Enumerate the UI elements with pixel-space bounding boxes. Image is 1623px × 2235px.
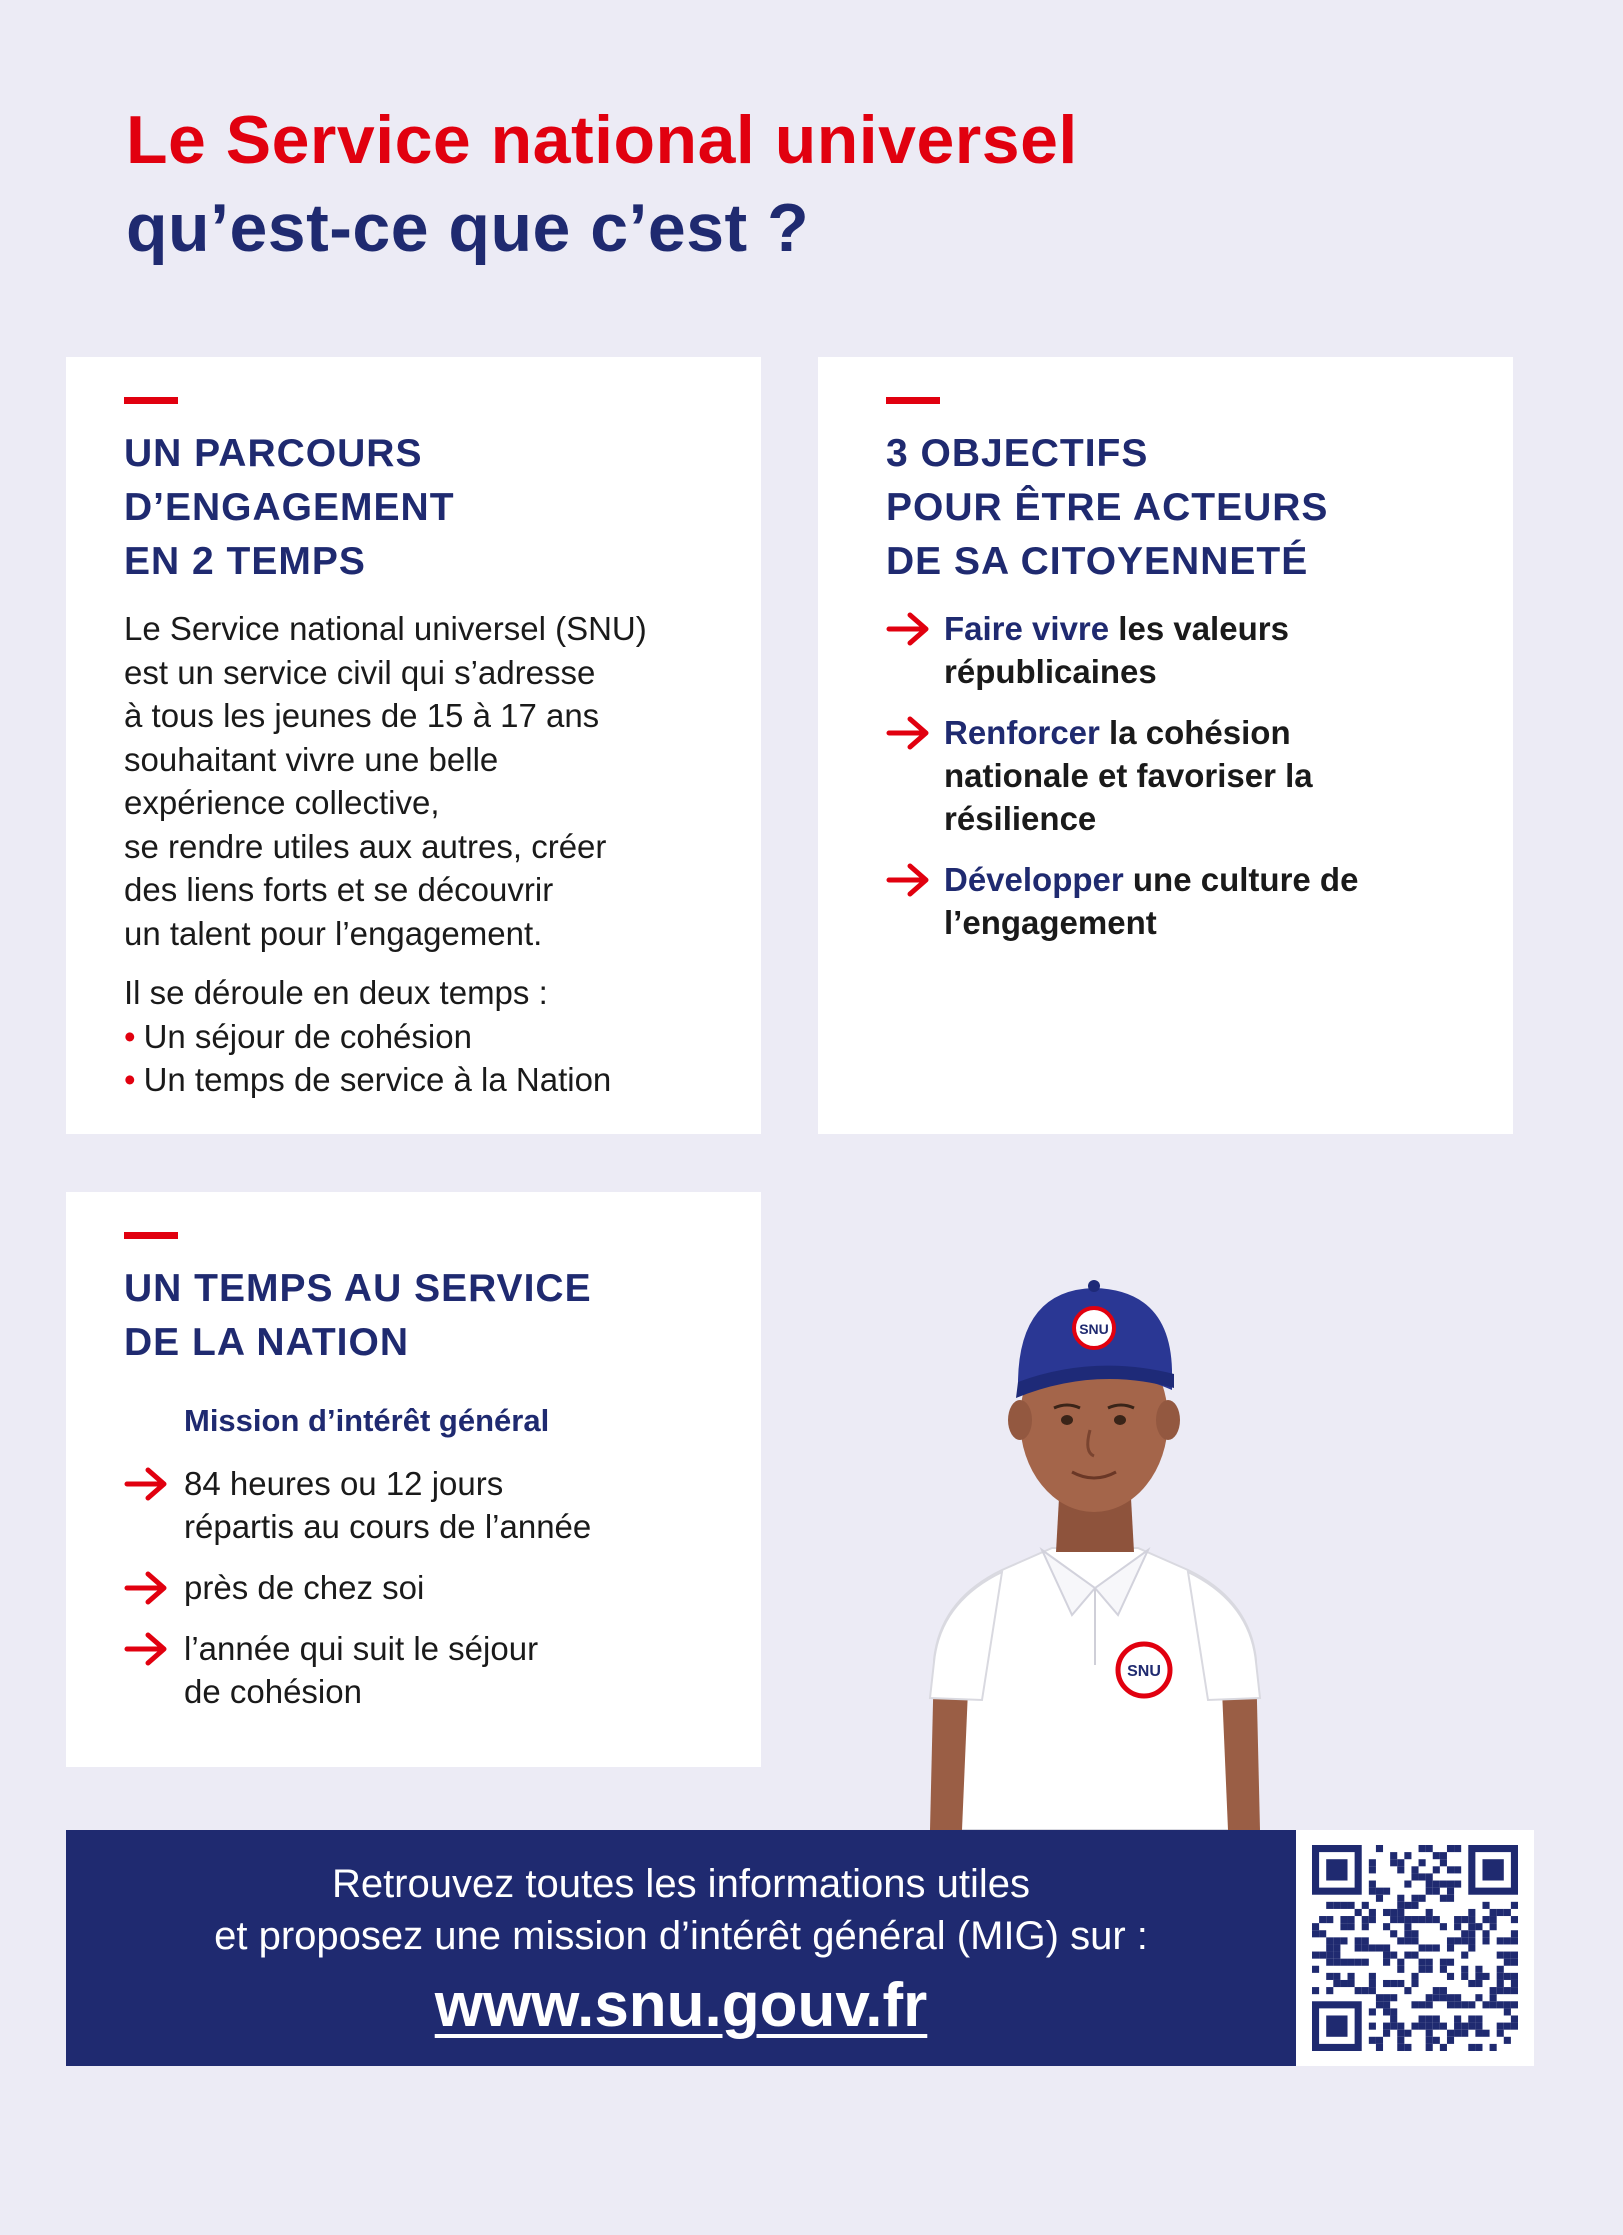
objective-text: une culture de l’engagement — [944, 861, 1359, 941]
card-parcours-heading — [124, 427, 455, 589]
card-objectifs — [818, 357, 1513, 1134]
card-service-nation — [66, 1192, 761, 1767]
card-parcours — [66, 357, 761, 1134]
heading-line: DE SA CITOYENNETÉ — [886, 540, 1309, 583]
mission-list — [124, 1462, 664, 1731]
paragraph-line: expérience collective, — [124, 784, 440, 821]
objective-highlight: Développer — [944, 861, 1124, 898]
arrow-right-icon — [886, 715, 932, 751]
paragraph-line: des liens forts et se découvrir — [124, 871, 554, 908]
arrow-right-icon — [124, 1466, 170, 1502]
arrow-right-icon — [886, 862, 932, 898]
card-objectifs-heading — [886, 427, 1328, 589]
footer-line-2: et proposez une mission d’intérêt général (MIG) sur : — [214, 1914, 1148, 1958]
title-line-2: qu’est-ce que c’est ? — [126, 190, 810, 266]
paragraph-line: se rendre utiles aux autres, créer — [124, 827, 607, 865]
volunteer-illustration — [922, 1270, 1268, 1830]
objective-item — [886, 858, 1394, 944]
mission-text: 84 heures ou 12 jours — [184, 1465, 504, 1502]
objective-highlight: Renforcer — [944, 714, 1100, 751]
objective-text: la cohésion nationale et favoriser la résilience — [944, 714, 1313, 837]
mission-text: de cohésion — [184, 1673, 362, 1710]
mission-subtitle: Mission d’intérêt général — [184, 1403, 550, 1438]
footer-line-1: Retrouvez toutes les informations utiles — [331, 1862, 1031, 1906]
paragraph-line: à tous les jeunes de 15 à 17 ans — [124, 697, 600, 734]
heading-line: D’ENGAGEMENT — [124, 486, 455, 529]
bullet-text: Un temps de service à la Nation — [143, 1061, 612, 1098]
objective-item — [886, 711, 1394, 840]
title-line-1: Le Service national universel — [126, 102, 1078, 178]
snu-badge-icon: SNU — [1079, 1321, 1109, 1337]
arrow-right-icon — [124, 1570, 170, 1606]
intro-line: Il se déroule en deux temps : — [124, 974, 548, 1011]
website-link[interactable]: www.snu.gouv.fr — [434, 1971, 928, 2040]
mission-text: près de chez soi — [184, 1569, 425, 1606]
heading-line: DE LA NATION — [124, 1321, 409, 1364]
arrow-right-icon — [886, 611, 932, 647]
paragraph-line: Le Service national universel (SNU) — [124, 610, 647, 647]
heading-line: EN 2 TEMPS — [124, 540, 366, 583]
red-dash-divider — [886, 397, 940, 404]
arrow-right-icon — [124, 1631, 170, 1667]
card-service-heading — [124, 1262, 592, 1370]
mission-item — [124, 1462, 664, 1548]
heading-line: POUR ÊTRE ACTEURS — [886, 486, 1329, 529]
bullet-item — [124, 1058, 647, 1102]
objective-text: les valeurs républicaines — [944, 610, 1289, 690]
mission-text: l’année qui suit le séjour — [184, 1630, 539, 1667]
objective-highlight: Faire vivre — [944, 610, 1110, 647]
paragraph-line: souhaitant vivre une belle — [124, 740, 499, 778]
bullet-item — [124, 1015, 647, 1059]
qr-code-icon — [1311, 1845, 1519, 2051]
qr-code[interactable] — [1296, 1830, 1534, 2066]
paragraph-line: un talent pour l’engagement. — [124, 914, 543, 952]
page-title — [126, 96, 1078, 272]
paragraph-line: est un service civil qui s’adresse — [124, 653, 596, 691]
mission-item — [124, 1566, 664, 1609]
mission-item — [124, 1627, 664, 1713]
heading-line: UN TEMPS AU SERVICE — [124, 1267, 592, 1310]
snu-badge-icon: SNU — [1127, 1663, 1161, 1680]
heading-line: UN PARCOURS — [124, 432, 423, 475]
objectives-list — [886, 607, 1394, 962]
red-dash-divider — [124, 397, 178, 404]
bullet-text: Un séjour de cohésion — [143, 1017, 472, 1055]
card-parcours-body — [124, 607, 647, 1102]
mission-text: répartis au cours de l’année — [184, 1508, 592, 1545]
footer-banner — [66, 1830, 1296, 2066]
red-dash-divider — [124, 1232, 178, 1239]
objective-item — [886, 607, 1394, 693]
heading-line: 3 OBJECTIFS — [886, 432, 1149, 475]
